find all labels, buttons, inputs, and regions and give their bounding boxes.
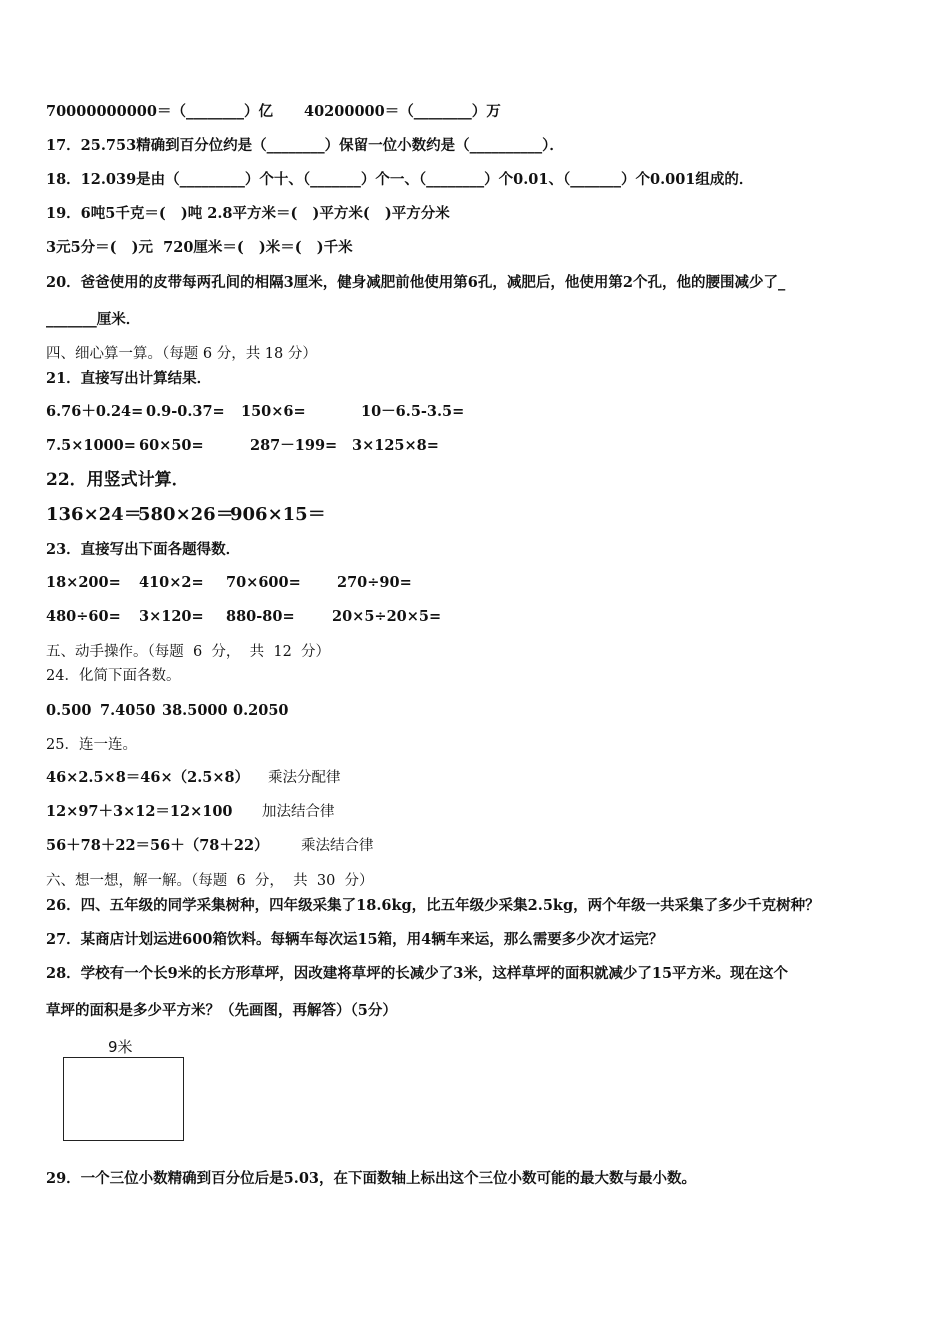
q25-expression: 56＋78＋22＝56＋（78＋22） (46, 837, 269, 854)
q25-law: 乘法结合律 (301, 838, 374, 854)
question-28: 28．学校有一个长9米的长方形草坪，因改建将草坪的长减少了3米，这样草坪的面积就减少了15平方米。现在这个 (46, 965, 789, 982)
rectangle-figure (63, 1057, 184, 1141)
q24-item: 7.4050 (100, 702, 156, 719)
q21-item: 150×6= (241, 403, 306, 420)
question-24: 24．化简下面各数。 (46, 668, 181, 684)
question-18: 18．12.039是由（_________）个十、（_______）个一、（________）个0.01、（_______）个0.001组成的． (46, 171, 754, 188)
q22-item: 580×26＝ (138, 504, 234, 525)
q25-expression: 12×97＋3×12＝12×100 (46, 803, 233, 820)
q21-item: 0.9-0.37= (146, 403, 225, 420)
question-29: 29．一个三位小数精确到百分位后是5.03，在下面数轴上标出这个三位小数可能的最大数与最小数。 (46, 1170, 696, 1187)
question-20-line-2: _______厘米． (46, 311, 141, 328)
question-21: 21．直接写出计算结果． (46, 370, 212, 387)
q22-item: 136×24＝ (46, 504, 142, 525)
q21-item: 60×50= (139, 437, 204, 454)
q21-item: 7.5×1000= (46, 437, 136, 454)
q23-item: 270÷90= (337, 574, 412, 591)
section-4-heading: 四、细心算一算。（每题 6 分，共 18 分） (46, 346, 317, 362)
figure-length-label: 9米 (108, 1038, 133, 1056)
q23-item: 410×2= (139, 574, 204, 591)
question-25: 25．连一连。 (46, 737, 137, 753)
q24-item: 0.500 (46, 702, 92, 719)
question-27: 27．某商店计划运进600箱饮料。每辆车每次运15箱，用4辆车来运，那么需要多少次才运完？ (46, 931, 664, 948)
q21-item: 287－199= (250, 437, 338, 454)
q21-item: 10－6.5-3.5= (361, 403, 465, 420)
q16-part-a: 70000000000＝（________）亿 (46, 103, 273, 120)
q23-item: 18×200= (46, 574, 121, 591)
q23-item: 880-80= (226, 608, 295, 625)
q16-part-b: 40200000＝（________）万 (304, 103, 501, 120)
q25-expression: 46×2.5×8＝46×（2.5×8） (46, 769, 250, 786)
q23-item: 20×5÷20×5= (332, 608, 442, 625)
q23-item: 480÷60= (46, 608, 121, 625)
q25-law: 乘法分配律 (268, 770, 341, 786)
q21-item: 3×125×8= (352, 437, 439, 454)
question-22: 22．用竖式计算． (46, 470, 189, 490)
q24-item: 0.2050 (233, 702, 289, 719)
question-20: 20．爸爸使用的皮带每两孔间的相隔3厘米，健身减肥前他使用第6孔，减肥后，他使用第2个孔，他的腰围减少了_ (46, 274, 786, 291)
question-26: 26．四、五年级的同学采集树种，四年级采集了18.6kg，比五年级少采集2.5kg，两个年级一共采集了多少千克树种？ (46, 897, 820, 914)
q23-item: 70×600= (226, 574, 301, 591)
question-28-line-2: 草坪的面积是多少平方米？（先画图，再解答）（5分） (46, 1002, 397, 1019)
section-5-heading: 五、动手操作。（每题 6 分， 共 12 分） (46, 644, 331, 660)
q25-law: 加法结合律 (262, 804, 335, 820)
question-19: 19．6吨5千克＝( )吨 2.8平方米＝( )平方米( )平方分米 (46, 205, 450, 222)
section-6-heading: 六、想一想，解一解。（每题 6 分， 共 30 分） (46, 873, 374, 889)
question-23: 23．直接写出下面各题得数． (46, 541, 241, 558)
q23-item: 3×120= (139, 608, 204, 625)
question-19-line-2: 3元5分＝( )元 720厘米＝( )米＝( )千米 (46, 239, 353, 256)
q22-item: 906×15＝ (230, 504, 326, 525)
q24-item: 38.5000 (162, 702, 228, 719)
question-17: 17．25.753精确到百分位约是（________）保留一位小数约是（__________）． (46, 137, 564, 154)
q21-item: 6.76＋0.24= (46, 403, 144, 420)
